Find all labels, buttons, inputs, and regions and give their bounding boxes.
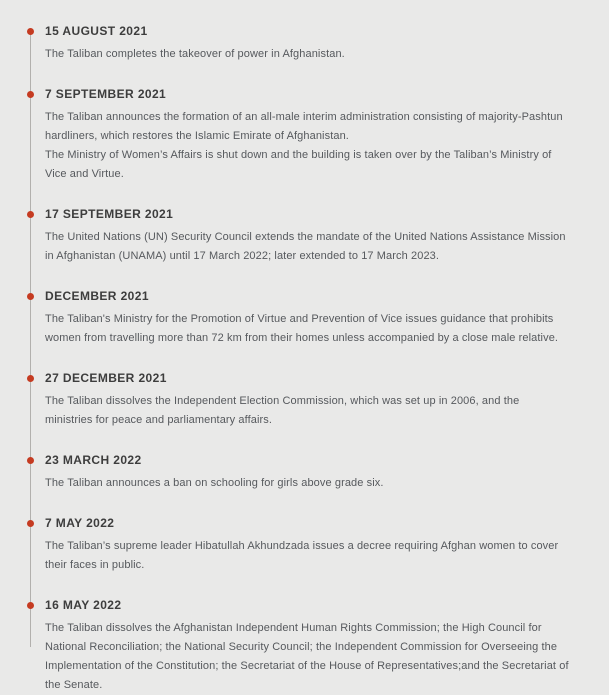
timeline-entry <box>45 207 569 266</box>
entry-date: 7 MAY 2022 <box>45 516 115 530</box>
entry-paragraph: The Taliban completes the takeover of power in Afghanistan. <box>45 48 345 60</box>
entry-paragraph: The United Nations (UN) Security Council extends the mandate of the United Nations Assistance Mission in Afghanistan (UNAMA) until 17 March 2022; later extended to 17 March 2023. <box>45 231 566 262</box>
timeline-entry <box>45 453 569 493</box>
timeline-marker-dot-icon <box>27 375 34 382</box>
timeline-entry <box>45 516 569 575</box>
timeline-marker-dot-icon <box>27 293 34 300</box>
timeline-marker-dot-icon <box>27 211 34 218</box>
entry-paragraph: The Taliban dissolves the Independent Election Commission, which was set up in 2006, and the ministries for peace and parliamentary affairs. <box>45 395 520 426</box>
entry-description <box>45 474 569 493</box>
timeline-marker-dot-icon <box>27 457 34 464</box>
entry-date: DECEMBER 2021 <box>45 289 149 303</box>
entry-description <box>45 228 569 266</box>
entry-date: 17 SEPTEMBER 2021 <box>45 207 174 221</box>
timeline-marker-dot-icon <box>27 602 34 609</box>
entry-date: 16 MAY 2022 <box>45 598 122 612</box>
timeline-entry <box>45 289 569 348</box>
entry-description <box>45 45 569 64</box>
timeline-marker-dot-icon <box>27 28 34 35</box>
timeline-axis-line <box>30 31 31 647</box>
timeline-entry <box>45 24 569 64</box>
entry-paragraph: The Taliban's Ministry for the Promotion of Virtue and Prevention of Vice issues guidance that prohibits women from travelling more than 72 km from their homes unless accompanied by a close male relative. <box>45 313 559 344</box>
entry-paragraph: The Taliban’s supreme leader Hibatullah Akhundzada issues a decree requiring Afghan women to cover their faces in public. <box>45 540 559 571</box>
entry-date: 15 AUGUST 2021 <box>45 24 148 38</box>
entry-description <box>45 392 569 430</box>
entry-paragraph: The Ministry of Women’s Affairs is shut down and the building is taken over by the Taliban’s Ministry of Vice and Virtue. <box>45 149 552 180</box>
entry-paragraph: The Taliban announces a ban on schooling for girls above grade six. <box>45 477 384 489</box>
timeline-marker-dot-icon <box>27 520 34 527</box>
entry-date: 7 SEPTEMBER 2021 <box>45 87 167 101</box>
entry-paragraph: The Taliban announces the formation of an all-male interim administration consisting of majority-Pashtun hardliners, which restores the Islamic Emirate of Afghanistan. <box>45 111 563 142</box>
timeline <box>45 24 569 695</box>
entry-description <box>45 310 569 348</box>
timeline-entry <box>45 87 569 184</box>
entry-description <box>45 619 569 695</box>
entry-description <box>45 108 569 184</box>
entry-paragraph: The Taliban dissolves the Afghanistan Independent Human Rights Commission; the High Council for National Reconciliation; the National Security Council; the Independent Commission for Overseeing the Implementation of the Constitution; the Secretariat of the House of Representatives;and the Secretariat of the Senate. <box>45 622 569 691</box>
entry-date: 27 DECEMBER 2021 <box>45 371 167 385</box>
timeline-marker-dot-icon <box>27 91 34 98</box>
entry-description <box>45 537 569 575</box>
entry-date: 23 MARCH 2022 <box>45 453 142 467</box>
timeline-entry <box>45 371 569 430</box>
